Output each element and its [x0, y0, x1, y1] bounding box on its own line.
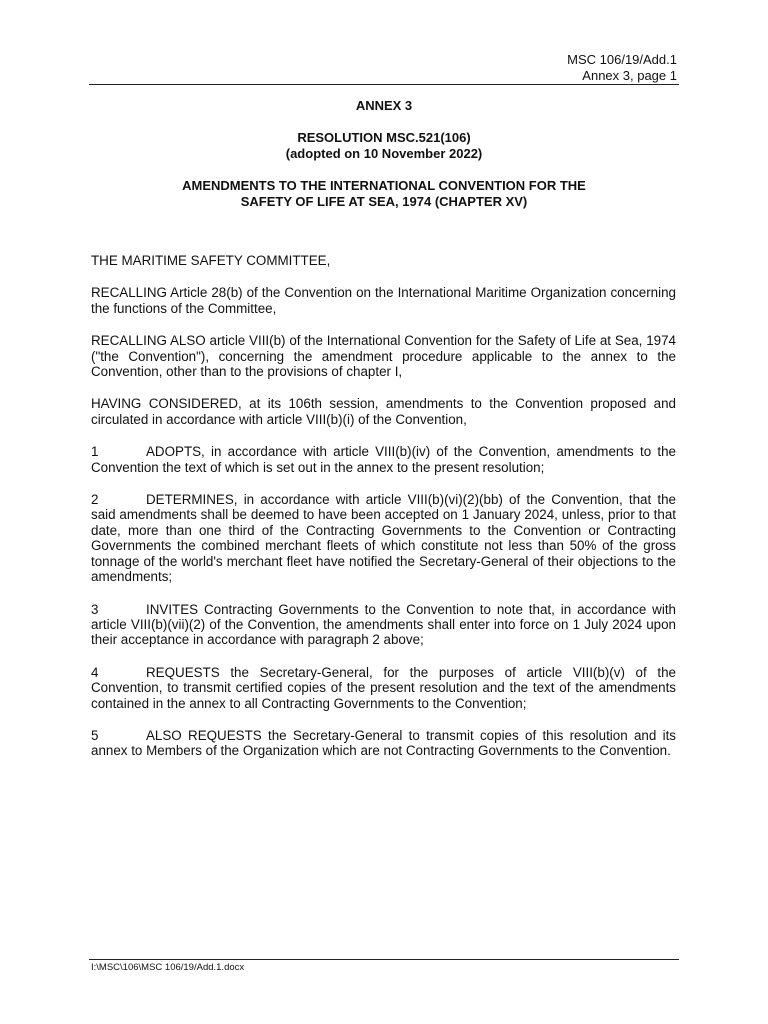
operative-paragraph	[91, 728, 676, 759]
paragraph-text: INVITES Contracting Governments to the Convention to note that, in accordance with article VIII(b)(vii)(2) of the Convention, the amendments shall enter into force on 1 July 2024 upon their acceptance in accordance with paragraph 2 above;	[91, 601, 676, 648]
paragraph-number: 5	[91, 727, 99, 743]
paragraph-number: 4	[91, 664, 99, 680]
operative-paragraph	[91, 492, 676, 584]
resolution-body	[91, 253, 676, 776]
paragraph-number: 1	[91, 444, 99, 460]
footer-file-path: I:\MSC\106\MSC 106/19/Add.1.docx	[91, 962, 245, 973]
paragraph-text: REQUESTS the Secretary-General, for the purposes of article VIII(b)(v) of the Convention, to transmit certified copies of the present resolution and the text of the amendments contained in the annex to all Contracting Governments to the Convention;	[91, 664, 676, 711]
footer-divider	[89, 959, 679, 960]
paragraph-number: 2	[91, 492, 99, 508]
preamble-recalling-also: RECALLING ALSO article VIII(b) of the International Convention for the Safety of Life at Sea, 1974 ("the Convention"), concerning the amendment procedure applicable to the annex to the Convention, other than to the provisions of chapter I,	[91, 333, 676, 380]
resolution-title: RESOLUTION MSC.521(106)	[297, 130, 471, 145]
document-symbol: MSC 106/19/Add.1	[567, 52, 677, 67]
operative-paragraph	[91, 444, 676, 475]
operative-paragraph	[91, 602, 676, 648]
preamble-having-considered: HAVING CONSIDERED, at its 106th session, amendments to the Convention proposed and circulated in accordance with article VIII(b)(i) of the Convention,	[91, 396, 676, 427]
page-header	[567, 52, 677, 84]
adoption-date: (adopted on 10 November 2022)	[285, 145, 483, 161]
paragraph-text: ALSO REQUESTS the Secretary-General to transmit copies of this resolution and its annex to Members of the Organization which are not Contracting Governments to the Convention.	[91, 727, 676, 759]
paragraph-text: ADOPTS, in accordance with article VIII(b)(iv) of the Convention, amendments to the Convention the text of which is set out in the annex to the present resolution;	[91, 444, 676, 475]
page-reference: Annex 3, page 1	[582, 68, 677, 83]
operative-paragraph	[91, 665, 676, 711]
amendments-title-line-1: AMENDMENTS TO THE INTERNATIONAL CONVENTION FOR THE	[182, 178, 586, 193]
resolution-title-block	[89, 130, 679, 161]
preamble-recalling: RECALLING Article 28(b) of the Convention on the International Maritime Organization concerning the functions of the Committee,	[91, 285, 676, 316]
amendments-title-line-2: SAFETY OF LIFE AT SEA, 1974 (CHAPTER XV)	[240, 193, 528, 209]
header-divider	[89, 84, 679, 85]
annex-title: ANNEX 3	[355, 98, 413, 113]
paragraph-text: DETERMINES, in accordance with article VIII(b)(vi)(2)(bb) of the Convention, that the said amendments shall be deemed to have been accepted on 1 January 2024, unless, prior to that date, more than one third of the Contracting Governments to the Convention or Contracting Governments the combined merchant fleets of which constitute not less than 50% of the gross tonnage of the world's merchant fleet have notified the Secretary-General of their objections to the amendments;	[91, 492, 676, 585]
amendments-title-block	[89, 178, 679, 209]
committee-line: THE MARITIME SAFETY COMMITTEE,	[91, 253, 331, 268]
paragraph-number: 3	[91, 601, 99, 617]
